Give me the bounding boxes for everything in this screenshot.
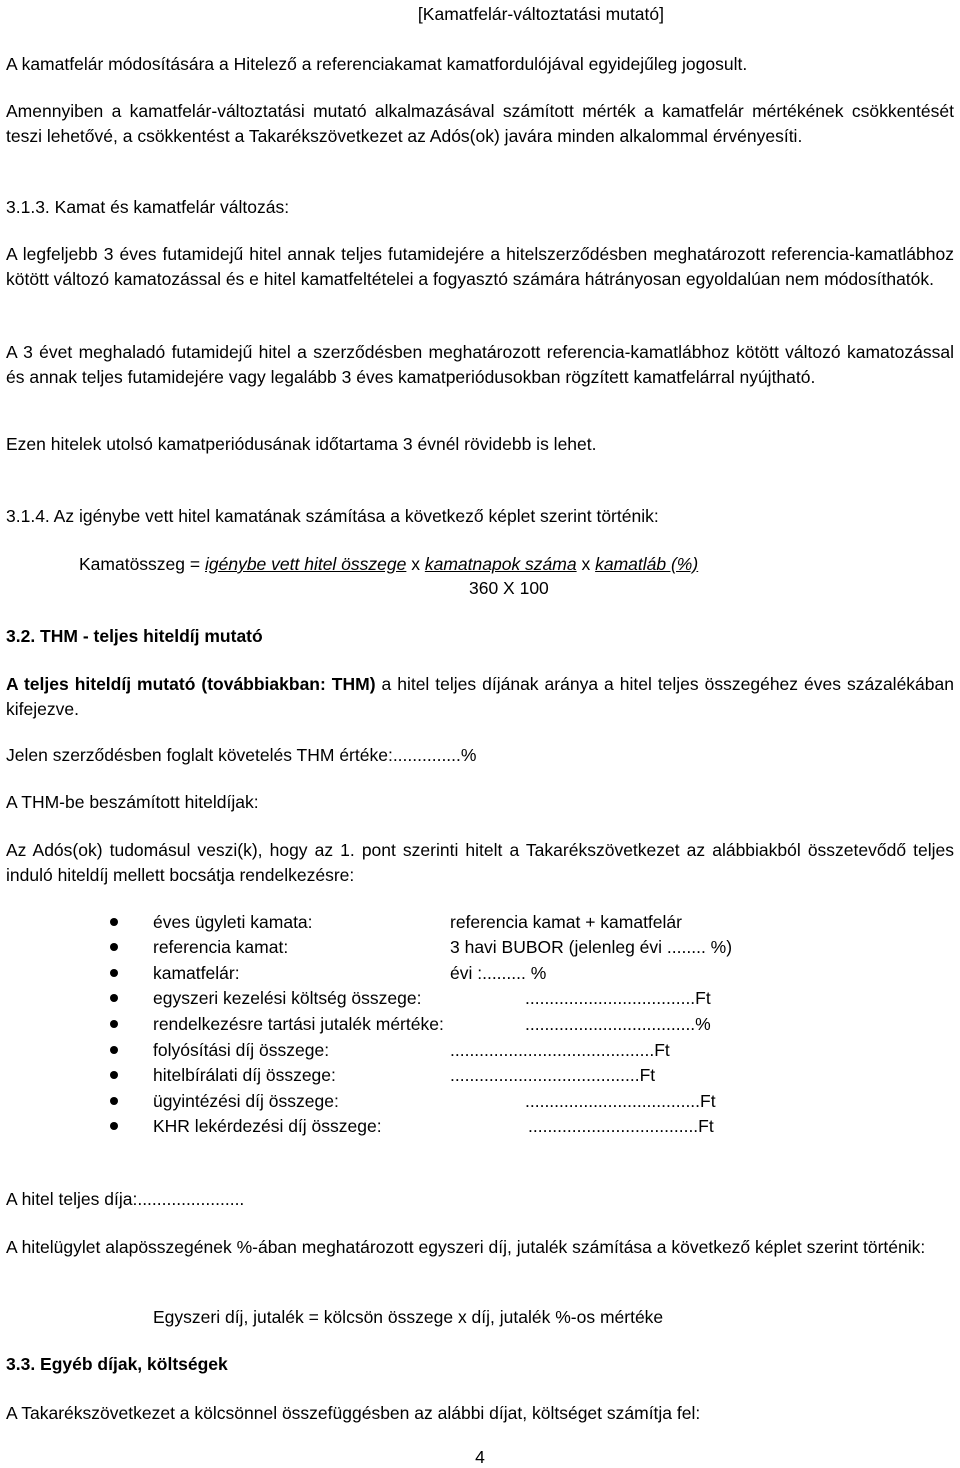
formula-times-2: x: [576, 554, 596, 574]
thm-definition-term: A teljes hiteldíj mutató (továbbiakban: THM): [6, 674, 376, 694]
list-item-value: ....................................Ft: [525, 1091, 716, 1111]
formula-term-rate: kamatláb (%): [595, 554, 699, 574]
interest-formula: [79, 553, 698, 575]
list-item: [110, 1013, 810, 1035]
paragraph-thm-fees: A THM-be beszámított hiteldíjak:: [6, 792, 259, 812]
thm-definition-text: a hitel teljes díjának aránya a hitel teljes összegéhez éves százalékában kifejezve.: [6, 674, 954, 719]
paragraph-thm-value: Jelen szerződésben foglalt követelés THM értéke:..............%: [6, 745, 477, 765]
paragraph-initial-fee: Az Adós(ok) tudomásul veszi(k), hogy az 1. pont szerinti hitelt a Takarékszövetkezet az alábbiakból összetevődő teljes induló hiteldíj mellett bocsátja rendelkezésre:: [6, 840, 954, 885]
list-item-value: évi :......... %: [450, 963, 547, 983]
list-item-label: egyszeri kezelési költség összege:: [153, 988, 422, 1008]
list-item: [110, 911, 810, 933]
formula-term-days: kamatnapok száma: [424, 554, 577, 574]
formula-lhs: Kamatösszeg =: [79, 554, 205, 574]
list-item-value: ...................................Ft: [528, 1116, 714, 1136]
formula-times-1: x: [406, 554, 425, 574]
paragraph-long-term: A 3 évet meghaladó futamidejű hitel a szerződésben meghatározott referencia-kamatlábhoz kötött változó kamatozással és annak teljes futamidejére vagy legalább 3 éves kamatperiódusokban rögzített kamatfelárral nyújtható.: [6, 342, 954, 387]
list-item-value: 3 havi BUBOR (jelenleg évi ........ %): [450, 937, 733, 957]
list-item-label: KHR lekérdezési díj összege:: [153, 1116, 382, 1136]
one-time-fee-formula: Egyszeri díj, jutalék = kölcsön összege x díj, jutalék %-os mértéke: [153, 1307, 664, 1327]
bullet-icon: [110, 943, 118, 951]
list-item: [110, 962, 810, 984]
bullet-icon: [110, 1046, 118, 1054]
list-item-value: ...................................%: [525, 1014, 711, 1034]
list-item-value: ..........................................Ft: [450, 1040, 670, 1060]
list-item-label: referencia kamat:: [153, 937, 289, 957]
list-item: [110, 1115, 810, 1137]
list-item: [110, 1090, 810, 1112]
list-item: [110, 1064, 810, 1086]
paragraph-modification: A kamatfelár módosítására a Hitelező a referenciakamat kamatfordulójával egyidejűleg jogosult.: [6, 54, 748, 74]
paragraph-one-time-fee: A hitelügylet alapösszegének %-ában meghatározott egyszeri díj, jutalék számítása a következő képlet szerint történik:: [6, 1237, 926, 1257]
paragraph-reduction: Amennyiben a kamatfelár-változtatási mutató alkalmazásával számított mérték a kamatfelár mértékének csökkentését teszi lehetővé, a csökkentést a Takarékszövetkezet az Adós(ok) javára minden alkalommal érvényesíti.: [6, 101, 954, 146]
list-item-label: rendelkezésre tartási jutalék mértéke:: [153, 1014, 444, 1034]
list-item-label: folyósítási díj összege:: [153, 1040, 330, 1060]
list-item-label: ügyintézési díj összege:: [153, 1091, 339, 1111]
list-item-label: hitelbírálati díj összege:: [153, 1065, 336, 1085]
list-item-label: éves ügyleti kamata:: [153, 912, 313, 932]
paragraph-other-fees: A Takarékszövetkezet a kölcsönnel összefüggésben az alábbi díjat, költséget számítja fel:: [6, 1403, 701, 1423]
list-item: [110, 987, 810, 1009]
paragraph-total-fee: A hitel teljes díja:......................: [6, 1189, 245, 1209]
bullet-icon: [110, 1020, 118, 1028]
page-number: 4: [475, 1447, 485, 1467]
list-item-value: ...................................Ft: [525, 988, 711, 1008]
formula-denominator: 360 X 100: [469, 578, 549, 598]
heading-3-2: 3.2. THM - teljes hiteldíj mutató: [6, 626, 263, 646]
list-item-label: kamatfelár:: [153, 963, 240, 983]
heading-3-3: 3.3. Egyéb díjak, költségek: [6, 1354, 228, 1374]
formula-term-principal: igénybe vett hitel összege: [204, 554, 407, 574]
bullet-icon: [110, 969, 118, 977]
bullet-icon: [110, 1122, 118, 1130]
list-item: [110, 936, 810, 958]
paragraph-thm-definition: [6, 672, 954, 721]
list-item-value: .......................................Ft: [450, 1065, 656, 1085]
paragraph-last-period: Ezen hitelek utolsó kamatperiódusának időtartama 3 évnél rövidebb is lehet.: [6, 434, 597, 454]
list-item: [110, 1039, 810, 1061]
heading-3-1-4: 3.1.4. Az igénybe vett hitel kamatának számítása a következő képlet szerint történik:: [6, 506, 659, 526]
paragraph-short-term: A legfeljebb 3 éves futamidejű hitel annak teljes futamidejére a hitelszerződésben meghatározott referencia-kamatlábhoz kötött változó kamatozással és e hitel kamatfeltételei a fogyasztó számára hátrányosan egyoldalúan nem módosíthatók.: [6, 244, 954, 289]
bullet-icon: [110, 918, 118, 926]
section-header: [Kamatfelár-változtatási mutató]: [417, 4, 664, 24]
bullet-icon: [110, 1071, 118, 1079]
bullet-icon: [110, 994, 118, 1002]
heading-3-1-3: 3.1.3. Kamat és kamatfelár változás:: [6, 197, 290, 217]
list-item-value: referencia kamat + kamatfelár: [450, 912, 682, 932]
bullet-icon: [110, 1097, 118, 1105]
